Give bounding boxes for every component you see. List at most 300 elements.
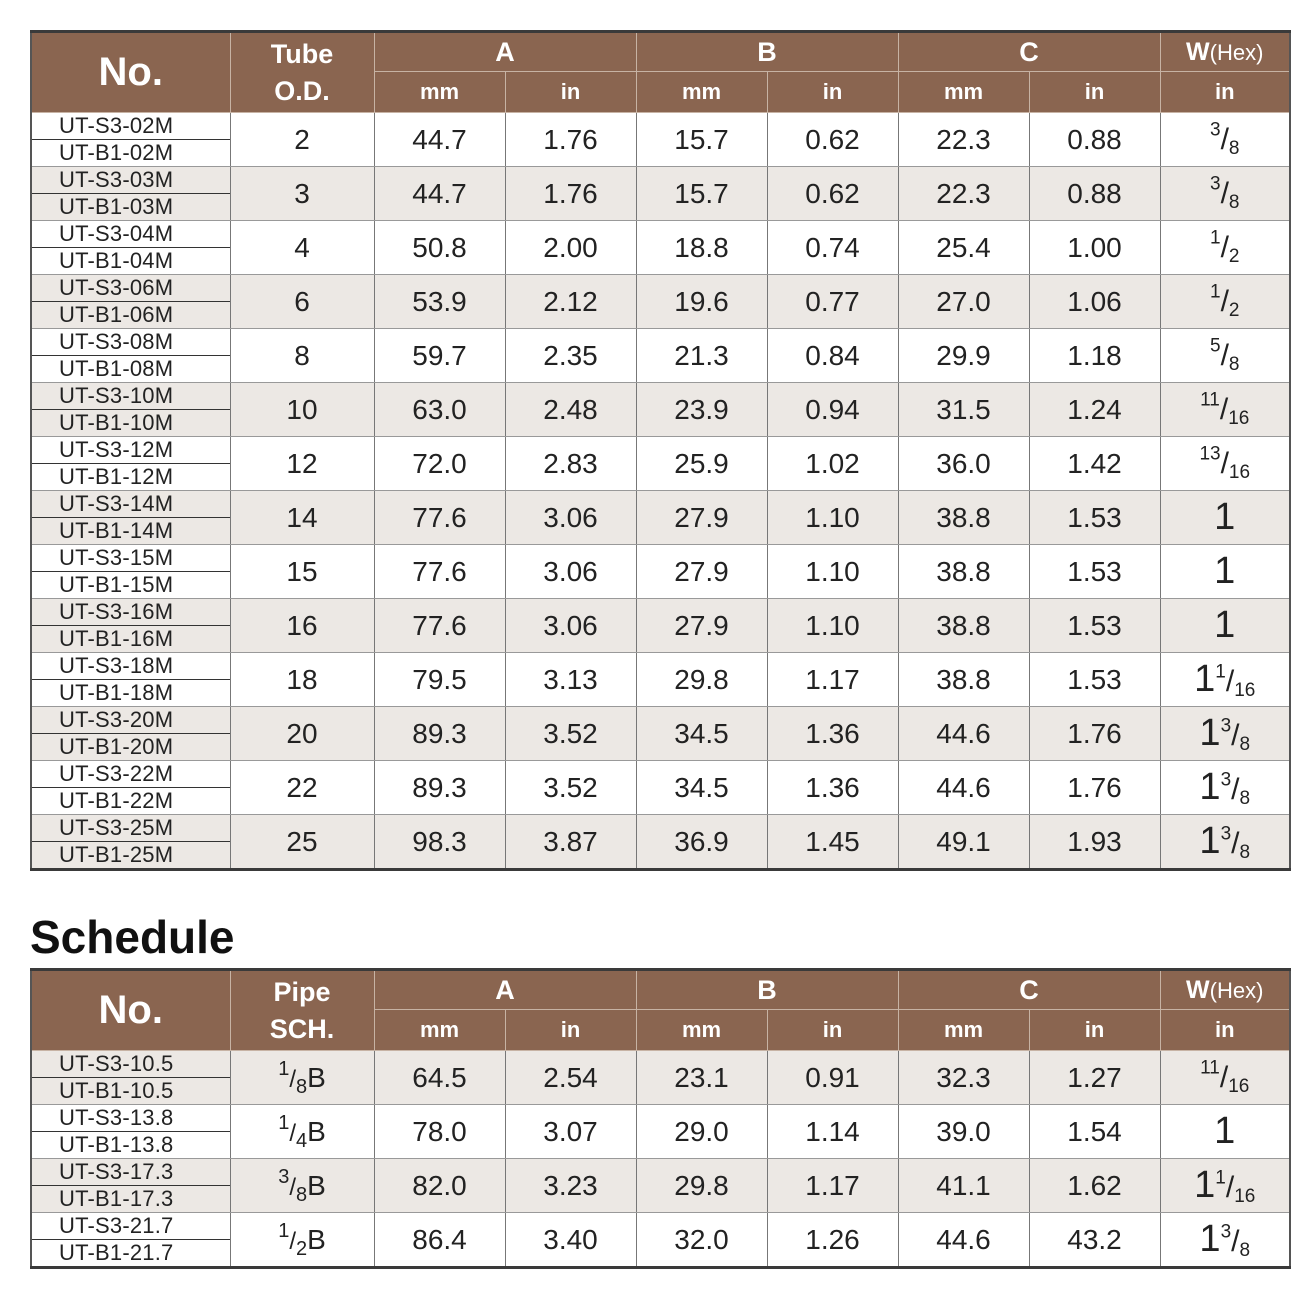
a-in-cell: 1.76 xyxy=(505,113,636,167)
c-in-cell: 1.24 xyxy=(1029,383,1160,437)
sch-w-label: W xyxy=(1186,975,1210,1004)
tube-od-cell: 3 xyxy=(230,167,374,221)
c-in-header: in xyxy=(1029,72,1160,113)
table-row xyxy=(31,815,1290,870)
tube-od-cell: 10 xyxy=(230,383,374,437)
w-denominator: 16 xyxy=(1228,407,1250,429)
table-row xyxy=(31,491,1290,545)
c-mm-cell: 29.9 xyxy=(898,329,1029,383)
a-in-cell: 2.83 xyxy=(505,437,636,491)
tube-od-cell: 8 xyxy=(230,329,374,383)
sch-a-mm-header: mm xyxy=(374,1010,505,1051)
a-in-cell: 2.54 xyxy=(505,1051,636,1105)
pipe-sch-cell xyxy=(230,1105,374,1159)
b-in-cell: 0.62 xyxy=(767,167,898,221)
a-mm-cell: 89.3 xyxy=(374,707,505,761)
table-row xyxy=(31,329,1290,383)
part-number-b1: UT-B1-14M xyxy=(59,517,174,543)
c-in-cell: 1.54 xyxy=(1029,1105,1160,1159)
c-mm-cell: 36.0 xyxy=(898,437,1029,491)
part-number-cell xyxy=(31,815,230,870)
sch-c-mm-header: mm xyxy=(898,1010,1029,1051)
b-in-cell: 1.17 xyxy=(767,653,898,707)
w-denominator: 8 xyxy=(1228,137,1240,159)
part-number-cell xyxy=(31,113,230,167)
part-number-b1: UT-B1-13.8 xyxy=(59,1131,174,1157)
c-in-cell: 43.2 xyxy=(1029,1213,1160,1268)
sch-denominator: 8 xyxy=(295,1183,308,1206)
table-row xyxy=(31,221,1290,275)
c-in-cell: 1.76 xyxy=(1029,761,1160,815)
sch-unit: B xyxy=(307,1061,326,1093)
tube-od-header-line2: O.D. xyxy=(274,75,330,106)
a-mm-cell: 77.6 xyxy=(374,491,505,545)
a-mm-cell: 63.0 xyxy=(374,383,505,437)
part-number-cell xyxy=(31,545,230,599)
c-in-cell: 1.42 xyxy=(1029,437,1160,491)
b-mm-cell: 18.8 xyxy=(636,221,767,275)
c-in-cell: 1.53 xyxy=(1029,599,1160,653)
w-numerator: 1 xyxy=(1215,661,1226,683)
w-whole: 1 xyxy=(1199,1218,1221,1260)
part-number-b1: UT-B1-18M xyxy=(59,679,174,705)
part-number-s3: UT-S3-15M xyxy=(32,545,230,572)
w-numerator: 1 xyxy=(1215,1167,1226,1189)
part-number-cell xyxy=(31,1159,230,1213)
sch-b-mm-header: mm xyxy=(636,1010,767,1051)
table-row xyxy=(31,1159,1290,1213)
sch-w-hex-header xyxy=(1160,970,1290,1010)
w-hex-cell xyxy=(1160,1105,1290,1159)
fraction-slash: / xyxy=(1231,1225,1240,1258)
part-number-s3: UT-S3-08M xyxy=(32,329,230,356)
sch-c-header: C xyxy=(898,970,1160,1010)
b-in-cell: 0.94 xyxy=(767,383,898,437)
sch-unit: B xyxy=(307,1115,326,1147)
fraction-slash: / xyxy=(1220,338,1229,372)
w-numerator: 3 xyxy=(1210,173,1221,195)
b-mm-cell: 23.9 xyxy=(636,383,767,437)
a-mm-cell: 53.9 xyxy=(374,275,505,329)
part-number-cell xyxy=(31,1051,230,1105)
b-mm-cell: 23.1 xyxy=(636,1051,767,1105)
a-in-cell: 2.00 xyxy=(505,221,636,275)
w-denominator: 16 xyxy=(1234,679,1256,701)
sch-unit: B xyxy=(307,1169,326,1201)
c-mm-cell: 22.3 xyxy=(898,167,1029,221)
tube-od-header xyxy=(230,32,374,113)
b-in-cell: 0.77 xyxy=(767,275,898,329)
w-hex-cell xyxy=(1160,275,1290,329)
part-number-s3: UT-S3-04M xyxy=(32,221,230,248)
w-hex-header xyxy=(1160,32,1290,72)
b-in-cell: 0.91 xyxy=(767,1051,898,1105)
b-mm-cell: 29.8 xyxy=(636,1159,767,1213)
a-mm-cell: 89.3 xyxy=(374,761,505,815)
fraction-slash: / xyxy=(289,1227,296,1255)
tube-od-cell: 14 xyxy=(230,491,374,545)
w-whole: 1 xyxy=(1214,604,1236,646)
b-in-cell: 1.14 xyxy=(767,1105,898,1159)
w-whole: 1 xyxy=(1194,658,1216,700)
fraction-slash: / xyxy=(1220,284,1229,318)
w-denominator: 8 xyxy=(1228,353,1240,375)
part-number-cell xyxy=(31,761,230,815)
b-in-cell: 0.74 xyxy=(767,221,898,275)
part-number-cell xyxy=(31,1213,230,1268)
w-denominator: 8 xyxy=(1228,191,1240,213)
tube-od-cell: 4 xyxy=(230,221,374,275)
part-number-cell xyxy=(31,437,230,491)
w-label: W xyxy=(1186,37,1210,66)
a-in-cell: 3.40 xyxy=(505,1213,636,1268)
part-number-b1: UT-B1-08M xyxy=(59,355,174,381)
schedule-heading: Schedule xyxy=(30,911,235,963)
a-mm-cell: 50.8 xyxy=(374,221,505,275)
part-number-cell xyxy=(31,329,230,383)
w-hex-cell xyxy=(1160,1051,1290,1105)
b-mm-cell: 19.6 xyxy=(636,275,767,329)
c-mm-cell: 44.6 xyxy=(898,707,1029,761)
table-row xyxy=(31,1105,1290,1159)
tube-od-cell: 18 xyxy=(230,653,374,707)
b-mm-cell: 29.0 xyxy=(636,1105,767,1159)
part-number-b1: UT-B1-25M xyxy=(59,841,174,867)
w-hex-cell xyxy=(1160,707,1290,761)
b-in-cell: 1.17 xyxy=(767,1159,898,1213)
b-mm-header: mm xyxy=(636,72,767,113)
w-whole: 1 xyxy=(1199,820,1221,862)
part-number-b1: UT-B1-17.3 xyxy=(59,1185,174,1211)
b-in-cell: 1.10 xyxy=(767,491,898,545)
fraction-slash: / xyxy=(289,1119,296,1147)
c-mm-cell: 31.5 xyxy=(898,383,1029,437)
c-in-cell: 1.00 xyxy=(1029,221,1160,275)
a-mm-cell: 44.7 xyxy=(374,113,505,167)
table-row xyxy=(31,167,1290,221)
part-number-s3: UT-S3-17.3 xyxy=(32,1159,230,1186)
w-hex-cell xyxy=(1160,653,1290,707)
b-mm-cell: 32.0 xyxy=(636,1213,767,1268)
w-numerator: 3 xyxy=(1220,823,1232,845)
table-row xyxy=(31,1051,1290,1105)
w-denominator: 8 xyxy=(1239,733,1251,755)
w-whole: 1 xyxy=(1194,1164,1216,1206)
fraction-slash: / xyxy=(1225,665,1235,698)
part-number-b1: UT-B1-10M xyxy=(59,409,174,435)
w-hex-cell xyxy=(1160,1159,1290,1213)
c-mm-cell: 41.1 xyxy=(898,1159,1029,1213)
a-mm-cell: 64.5 xyxy=(374,1051,505,1105)
a-in-cell: 2.12 xyxy=(505,275,636,329)
tube-od-cell: 2 xyxy=(230,113,374,167)
c-in-cell: 1.27 xyxy=(1029,1051,1160,1105)
part-number-s3: UT-S3-03M xyxy=(32,167,230,194)
part-number-cell xyxy=(31,221,230,275)
w-numerator: 3 xyxy=(1220,1221,1232,1243)
c-in-cell: 1.18 xyxy=(1029,329,1160,383)
tube-od-cell: 25 xyxy=(230,815,374,870)
a-mm-header: mm xyxy=(374,72,505,113)
sch-unit: B xyxy=(307,1223,326,1255)
pipe-sch-header-line1: Pipe xyxy=(273,976,331,1007)
w-denominator: 16 xyxy=(1228,461,1251,483)
a-mm-cell: 59.7 xyxy=(374,329,505,383)
sch-denominator: 4 xyxy=(295,1129,308,1152)
tube-od-cell: 15 xyxy=(230,545,374,599)
table-row xyxy=(31,707,1290,761)
main-table-body xyxy=(31,113,1290,870)
w-numerator: 11 xyxy=(1200,1057,1220,1079)
b-mm-cell: 25.9 xyxy=(636,437,767,491)
table-row xyxy=(31,113,1290,167)
fraction-slash: / xyxy=(1219,1060,1229,1094)
c-mm-cell: 38.8 xyxy=(898,545,1029,599)
sch-w-in-header: in xyxy=(1160,1010,1290,1051)
b-mm-cell: 36.9 xyxy=(636,815,767,870)
a-in-cell: 3.06 xyxy=(505,545,636,599)
a-mm-cell: 72.0 xyxy=(374,437,505,491)
part-number-s3: UT-S3-25M xyxy=(32,815,230,842)
c-in-cell: 1.53 xyxy=(1029,491,1160,545)
table-row xyxy=(31,653,1290,707)
fraction-slash: / xyxy=(1231,773,1240,806)
c-in-cell: 1.53 xyxy=(1029,653,1160,707)
part-number-b1: UT-B1-21.7 xyxy=(59,1239,174,1265)
part-number-b1: UT-B1-03M xyxy=(59,193,174,219)
tube-od-cell: 22 xyxy=(230,761,374,815)
part-number-b1: UT-B1-10.5 xyxy=(59,1077,174,1103)
part-number-b1: UT-B1-20M xyxy=(59,733,174,759)
fraction-slash: / xyxy=(1220,230,1229,264)
b-mm-cell: 27.9 xyxy=(636,545,767,599)
sch-numerator: 1 xyxy=(278,1219,290,1242)
sch-numerator: 1 xyxy=(278,1111,290,1134)
part-number-cell xyxy=(31,707,230,761)
a-mm-cell: 78.0 xyxy=(374,1105,505,1159)
c-header: C xyxy=(898,32,1160,72)
a-mm-cell: 98.3 xyxy=(374,815,505,870)
tube-od-spec-table xyxy=(30,30,1291,871)
a-in-cell: 3.06 xyxy=(505,599,636,653)
sch-numerator: 1 xyxy=(278,1057,290,1080)
fraction-slash: / xyxy=(1231,827,1240,860)
w-denominator: 8 xyxy=(1239,1239,1251,1261)
w-numerator: 1 xyxy=(1210,227,1221,249)
b-in-header: in xyxy=(767,72,898,113)
part-number-s3: UT-S3-10.5 xyxy=(32,1051,230,1078)
part-number-s3: UT-S3-14M xyxy=(32,491,230,518)
fraction-slash: / xyxy=(1219,392,1229,426)
c-mm-cell: 44.6 xyxy=(898,1213,1029,1268)
sch-c-in-header: in xyxy=(1029,1010,1160,1051)
part-number-cell xyxy=(31,599,230,653)
w-numerator: 5 xyxy=(1210,335,1221,357)
sch-no-header: No. xyxy=(31,970,230,1051)
c-in-cell: 1.53 xyxy=(1029,545,1160,599)
part-number-s3: UT-S3-06M xyxy=(32,275,230,302)
table-row xyxy=(31,761,1290,815)
w-hex-cell xyxy=(1160,491,1290,545)
fraction-slash: / xyxy=(1225,1171,1235,1204)
fraction-slash: / xyxy=(1220,446,1229,480)
w-hex-cell xyxy=(1160,383,1290,437)
w-hex-cell xyxy=(1160,545,1290,599)
w-numerator: 3 xyxy=(1220,769,1232,791)
fraction-slash: / xyxy=(1231,719,1240,752)
w-hex-cell xyxy=(1160,329,1290,383)
table-row xyxy=(31,599,1290,653)
part-number-s3: UT-S3-13.8 xyxy=(32,1105,230,1132)
a-in-cell: 3.87 xyxy=(505,815,636,870)
w-whole: 1 xyxy=(1199,766,1221,808)
b-in-cell: 1.10 xyxy=(767,599,898,653)
b-in-cell: 0.84 xyxy=(767,329,898,383)
a-in-header: in xyxy=(505,72,636,113)
fraction-slash: / xyxy=(289,1065,296,1093)
c-mm-cell: 27.0 xyxy=(898,275,1029,329)
a-header: A xyxy=(374,32,636,72)
table-row xyxy=(31,437,1290,491)
b-in-cell: 1.36 xyxy=(767,707,898,761)
table-row xyxy=(31,545,1290,599)
a-mm-cell: 82.0 xyxy=(374,1159,505,1213)
w-numerator: 3 xyxy=(1210,119,1221,141)
part-number-b1: UT-B1-15M xyxy=(59,571,174,597)
table-row xyxy=(31,1213,1290,1268)
part-number-s3: UT-S3-12M xyxy=(32,437,230,464)
c-in-cell: 1.62 xyxy=(1029,1159,1160,1213)
part-number-cell xyxy=(31,653,230,707)
w-hex-cell xyxy=(1160,1213,1290,1268)
c-in-cell: 1.06 xyxy=(1029,275,1160,329)
b-in-cell: 1.10 xyxy=(767,545,898,599)
pipe-sch-header-line2: SCH. xyxy=(269,1013,335,1044)
a-in-cell: 3.07 xyxy=(505,1105,636,1159)
w-denominator: 2 xyxy=(1228,245,1240,267)
tube-od-cell: 6 xyxy=(230,275,374,329)
fraction-slash: / xyxy=(1220,176,1229,210)
w-whole: 1 xyxy=(1214,1110,1236,1152)
table-row xyxy=(31,383,1290,437)
part-number-s3: UT-S3-22M xyxy=(32,761,230,788)
c-mm-cell: 49.1 xyxy=(898,815,1029,870)
w-denominator: 16 xyxy=(1234,1185,1256,1207)
part-number-s3: UT-S3-21.7 xyxy=(32,1213,230,1240)
part-number-b1: UT-B1-04M xyxy=(59,247,174,273)
c-mm-cell: 32.3 xyxy=(898,1051,1029,1105)
sch-hex-label: (Hex) xyxy=(1209,977,1264,1003)
w-hex-cell xyxy=(1160,761,1290,815)
c-mm-header: mm xyxy=(898,72,1029,113)
a-in-cell: 3.06 xyxy=(505,491,636,545)
part-number-s3: UT-S3-02M xyxy=(32,113,230,140)
sch-b-in-header: in xyxy=(767,1010,898,1051)
b-header: B xyxy=(636,32,898,72)
w-numerator: 3 xyxy=(1220,715,1232,737)
tube-od-header-line1: Tube xyxy=(270,38,334,69)
part-number-s3: UT-S3-18M xyxy=(32,653,230,680)
tube-od-cell: 16 xyxy=(230,599,374,653)
part-number-s3: UT-S3-16M xyxy=(32,599,230,626)
b-mm-cell: 34.5 xyxy=(636,761,767,815)
b-in-cell: 1.36 xyxy=(767,761,898,815)
w-denominator: 8 xyxy=(1239,787,1251,809)
part-number-cell xyxy=(31,1105,230,1159)
c-mm-cell: 38.8 xyxy=(898,599,1029,653)
fraction-slash: / xyxy=(1220,122,1229,156)
c-mm-cell: 25.4 xyxy=(898,221,1029,275)
no-header: No. xyxy=(31,32,230,113)
a-mm-cell: 77.6 xyxy=(374,545,505,599)
pipe-sch-header xyxy=(230,970,374,1051)
w-hex-cell xyxy=(1160,437,1290,491)
part-number-b1: UT-B1-06M xyxy=(59,301,174,327)
part-number-s3: UT-S3-20M xyxy=(32,707,230,734)
c-mm-cell: 44.6 xyxy=(898,761,1029,815)
w-numerator: 11 xyxy=(1200,389,1220,411)
part-number-b1: UT-B1-16M xyxy=(59,625,174,651)
w-hex-cell xyxy=(1160,599,1290,653)
w-denominator: 16 xyxy=(1228,1075,1250,1097)
a-mm-cell: 86.4 xyxy=(374,1213,505,1268)
part-number-cell xyxy=(31,167,230,221)
a-in-cell: 3.52 xyxy=(505,707,636,761)
a-mm-cell: 44.7 xyxy=(374,167,505,221)
a-in-cell: 1.76 xyxy=(505,167,636,221)
tube-od-cell: 20 xyxy=(230,707,374,761)
a-in-cell: 3.52 xyxy=(505,761,636,815)
c-mm-cell: 38.8 xyxy=(898,491,1029,545)
c-in-cell: 1.76 xyxy=(1029,707,1160,761)
w-whole: 1 xyxy=(1214,550,1236,592)
part-number-cell xyxy=(31,275,230,329)
w-whole: 1 xyxy=(1214,496,1236,538)
b-mm-cell: 27.9 xyxy=(636,599,767,653)
sch-denominator: 2 xyxy=(295,1237,308,1260)
sch-numerator: 3 xyxy=(278,1165,290,1188)
tube-od-cell: 12 xyxy=(230,437,374,491)
sch-a-header: A xyxy=(374,970,636,1010)
c-in-cell: 1.93 xyxy=(1029,815,1160,870)
w-hex-cell xyxy=(1160,113,1290,167)
w-denominator: 2 xyxy=(1228,299,1240,321)
a-in-cell: 3.23 xyxy=(505,1159,636,1213)
hex-label: (Hex) xyxy=(1209,39,1264,65)
w-hex-cell xyxy=(1160,167,1290,221)
part-number-s3: UT-S3-10M xyxy=(32,383,230,410)
w-in-header: in xyxy=(1160,72,1290,113)
w-numerator: 1 xyxy=(1210,281,1221,303)
part-number-b1: UT-B1-02M xyxy=(59,139,174,165)
w-numerator: 13 xyxy=(1199,443,1221,465)
b-mm-cell: 27.9 xyxy=(636,491,767,545)
a-mm-cell: 77.6 xyxy=(374,599,505,653)
sch-denominator: 8 xyxy=(295,1075,308,1098)
schedule-spec-table xyxy=(30,968,1291,1269)
w-hex-cell xyxy=(1160,815,1290,870)
table-row xyxy=(31,275,1290,329)
w-hex-cell xyxy=(1160,221,1290,275)
part-number-cell xyxy=(31,491,230,545)
pipe-sch-cell xyxy=(230,1159,374,1213)
c-in-cell: 0.88 xyxy=(1029,167,1160,221)
b-mm-cell: 34.5 xyxy=(636,707,767,761)
part-number-cell xyxy=(31,383,230,437)
b-in-cell: 0.62 xyxy=(767,113,898,167)
w-whole: 1 xyxy=(1199,712,1221,754)
a-in-cell: 2.35 xyxy=(505,329,636,383)
